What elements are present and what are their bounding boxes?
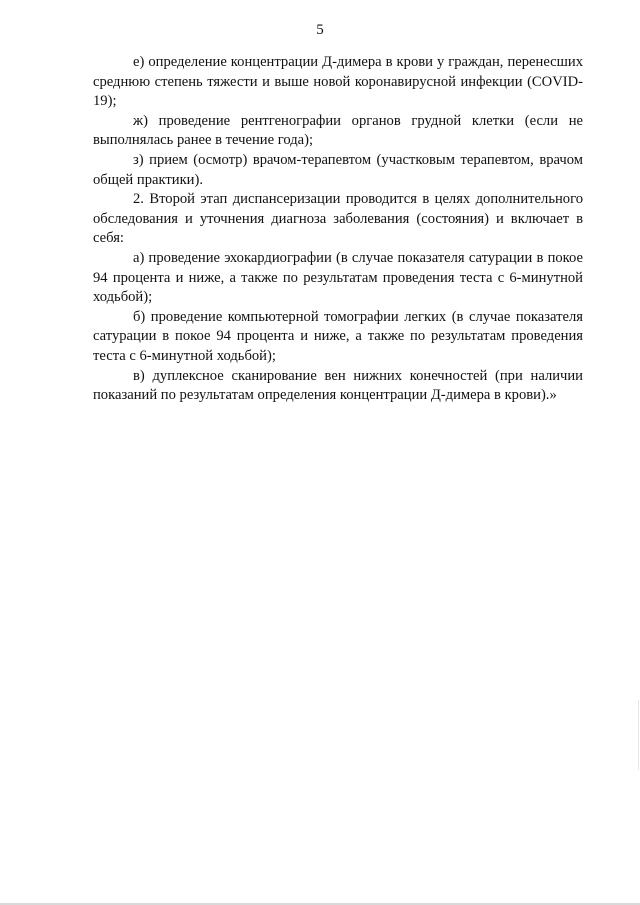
paragraph-second-stage: 2. Второй этап диспансеризации проводится в целях дополнительного обследования и уточнения диагноза заболевания (состояния) и включает в себя:: [93, 191, 583, 247]
paragraph-item-zh: ж) проведение рентгенографии органов грудной клетки (если не выполнялась ранее в течение года);: [93, 112, 583, 149]
paragraph-item-b: б) проведение компьютерной томографии легких (в случае показателя сатурации в покое 94 процента и ниже, а также по результатам проведения теста с 6-минутной ходьбой);: [93, 308, 583, 364]
paragraph-item-v: в) дуплексное сканирование вен нижних конечностей (при наличии показаний по результатам определения концентрации Д-димера в крови).»: [93, 367, 583, 404]
paragraph-item-a: а) проведение эхокардиографии (в случае показателя сатурации в покое 94 процента и ниже, а также по результатам проведения теста с 6-минутной ходьбой);: [93, 249, 583, 306]
page-number: 5: [316, 22, 324, 38]
paragraph-item-z: з) прием (осмотр) врачом-терапевтом (участковым терапевтом, врачом общей практики).: [93, 151, 583, 188]
paragraph-item-e: е) определение концентрации Д-димера в крови у граждан, перенесших среднюю степень тяжести и выше новой коронавирусной инфекции (COVID-19);: [93, 54, 583, 110]
scan-artifact: [638, 700, 639, 770]
document-body: [93, 53, 583, 406]
